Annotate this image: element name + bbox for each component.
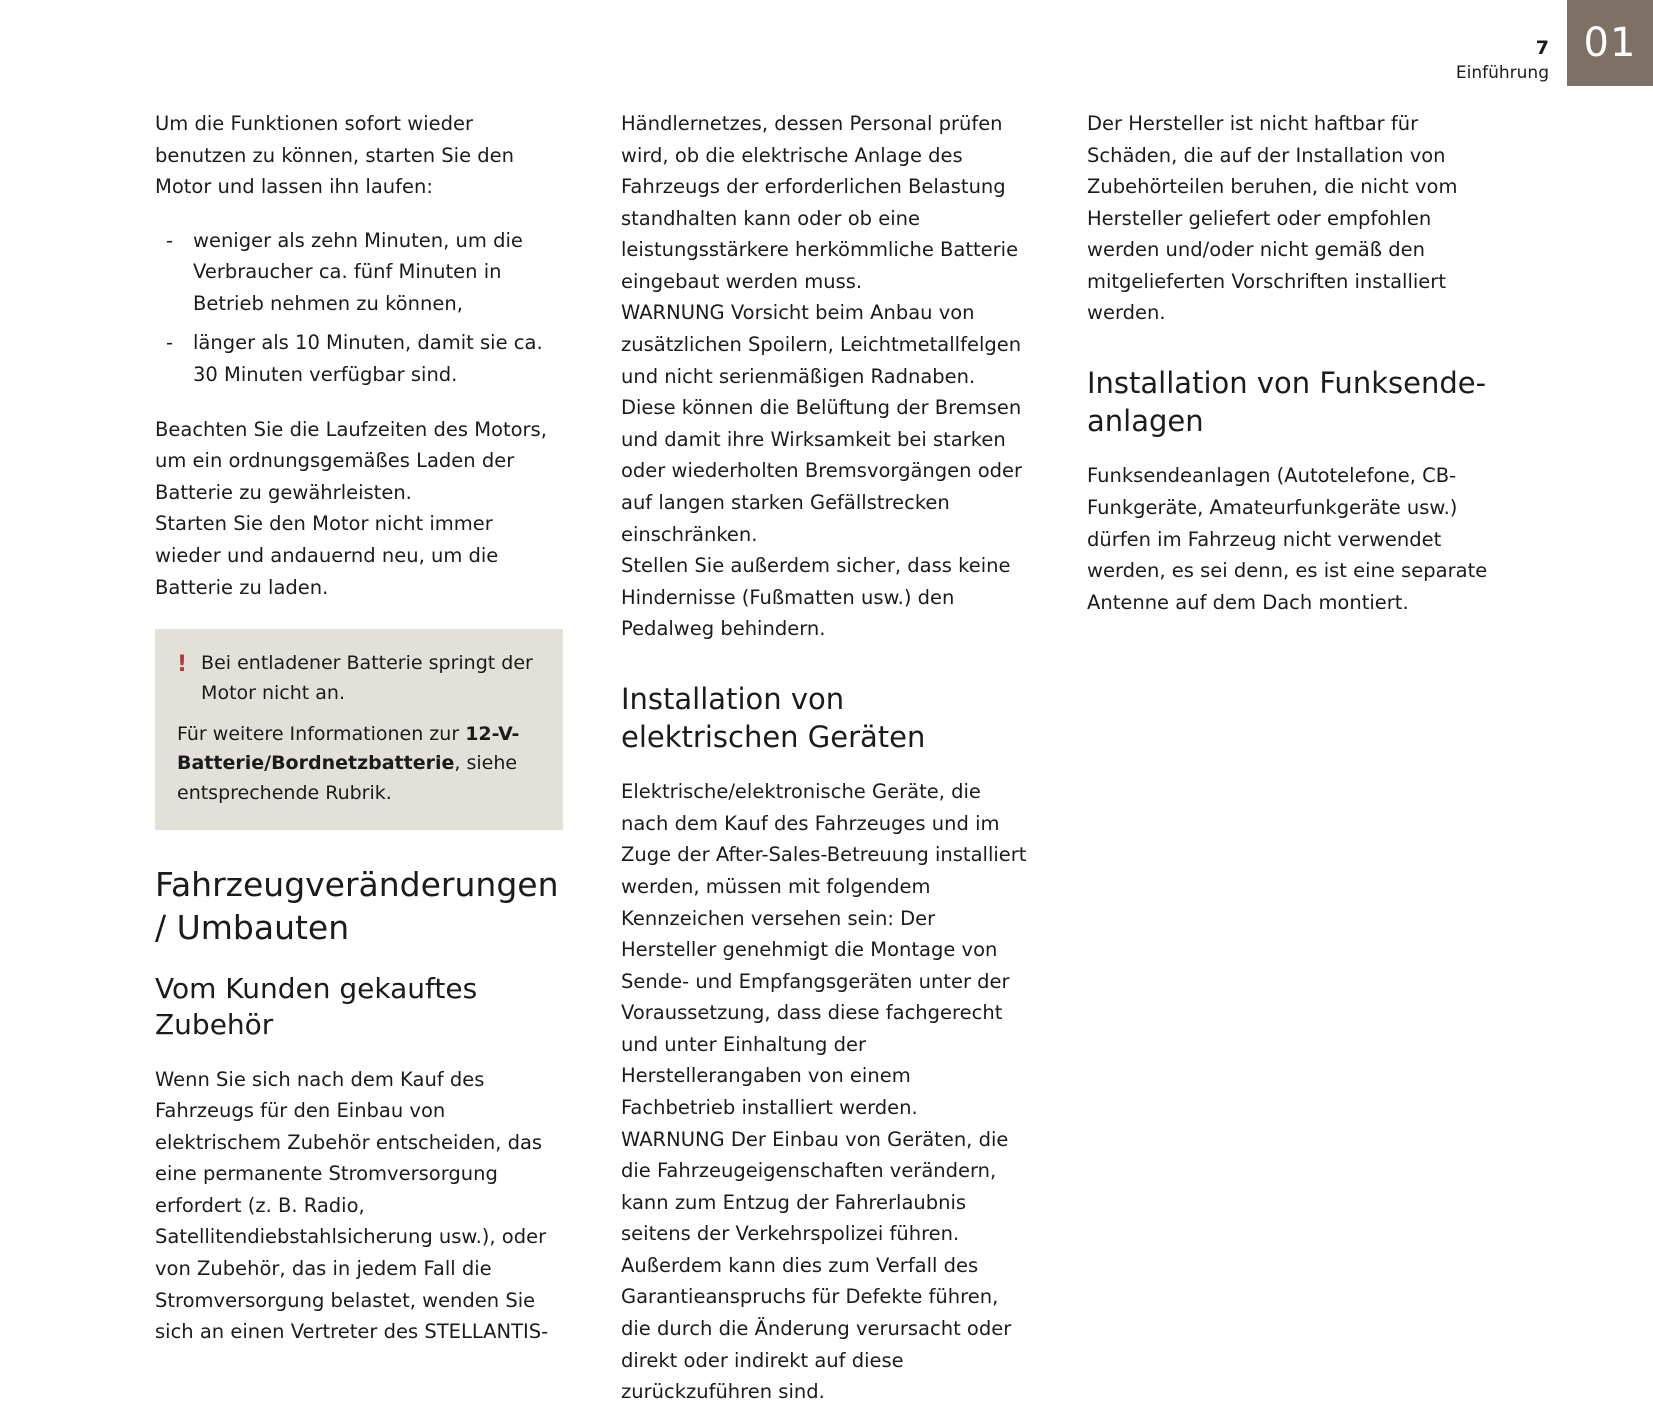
note-reference [177, 720, 541, 808]
heading-electrical-devices: Installation von elektrischen Geräten [621, 681, 926, 754]
paragraph-devices-warranty: Außerdem kann dies zum Verfall des Garantieanspruchs für Defekte führen, die durch die Änderung verursacht oder direkt oder indirekt auf diese zurückzuführen sind. [621, 1253, 1012, 1404]
heading-radio-transmitters: Installation von Funksende-anlagen [1087, 366, 1487, 438]
paragraph-obstacles: Stellen Sie außerdem sicher, dass keine Hindernisse (Fußmatten usw.) den Pedalweg behindern. [621, 554, 1011, 641]
note-reference-bold: 12-V-Batterie/Bordnetzbatterie [177, 722, 520, 775]
bullet-list [155, 225, 563, 391]
paragraph-radio-body: Funksendeanlagen (Autotelefone, CB-Funkgeräte, Amateurfunkgeräte usw.) dürfen im Fahrzeug nicht verwendet werden, es sei denn, es ist eine separate Antenne auf dem Dach montiert. [1087, 464, 1488, 614]
list-item: - weniger als zehn Minuten, um die Verbraucher ca. fünf Minuten in Betrieb nehmen zu können, [155, 225, 563, 320]
paragraph-devices-body1: Elektrische/elektronische Geräte, die nach dem Kauf des Fahrzeuges und im Zuge der After-Sales-Betreuung installiert werden, müssen mit folgendem Kennzeichen versehen sein: Der Hersteller genehmigt die Montage von Sende- und Empfangsgeräten unter der Voraussetzung, dass diese fachgerecht und unter Einhaltung der Herstellerangaben von einem Fachbetrieb installiert werden. [621, 780, 1027, 1119]
note-box [155, 629, 563, 830]
heading-customer-accessories: Vom Kunden gekauftes Zubehör [155, 971, 478, 1042]
paragraph-restart: Starten Sie den Motor nicht immer wieder und andauernd neu, um die Batterie zu laden. [155, 512, 499, 599]
page-number: 7 [1535, 37, 1549, 59]
paragraph-runtimes: Beachten Sie die Laufzeiten des Motors, um ein ordnungsgemäßes Laden der Batterie zu gewährleisten. [155, 417, 547, 504]
list-item: - länger als 10 Minuten, damit sie ca. 30 Minuten verfügbar sind. [155, 327, 563, 390]
chapter-number-tab [1567, 0, 1653, 86]
section-title: Einführung [1455, 62, 1549, 83]
note-row [177, 649, 541, 708]
paragraph-liability: Der Hersteller ist nicht haftbar für Schäden, die auf der Installation von Zubehörteilen beruhen, die nicht vom Hersteller geliefert oder empfohlen werden und/oder nicht gemäß den mitgelieferten Vorschriften installiert werden. [1087, 112, 1458, 325]
page-content [155, 108, 1495, 1408]
note-text: Bei entladener Batterie springt der Motor nicht an. [201, 652, 533, 704]
page-header [1456, 36, 1549, 85]
paragraph-warning-spoilers: WARNUNG Vorsicht beim Anbau von zusätzlichen Spoilern, Leichtmetallfelgen und nicht serienmäßigen Radnaben. Diese können die Belüftung der Bremsen und damit ihre Wirksamkeit bei starken oder wiederholten Bremsvorgängen oder auf langen starken Gefällstrecken einschränken. [621, 301, 1023, 546]
paragraph-devices-warning: WARNUNG Der Einbau von Geräten, die die Fahrzeugeigenschaften verändern, kann zum Entzug der Fahrerlaubnis seitens der Verkehrspolizei führen. [621, 1127, 1009, 1246]
warning-exclamation-icon: ! [177, 652, 188, 678]
column-right [1087, 108, 1495, 1408]
column-left [155, 108, 563, 1408]
paragraph-accessories-body: Wenn Sie sich nach dem Kauf des Fahrzeugs für den Einbau von elektrischem Zubehör entscheiden, das eine permanente Stromversorgung erfordert (z. B. Radio, Satellitendiebstahlsicherung usw.), oder von Zubehör, das in jedem Fall die Stromversorgung belastet, wenden Sie sich an einen Vertreter des STELLANTIS- [155, 1067, 549, 1344]
heading-vehicle-modifications: Fahrzeugveränderungen / Umbauten [155, 865, 559, 947]
note-reference-prefix: Für weitere Informationen zur [177, 722, 466, 745]
paragraph-dealer-network: Händlernetzes, dessen Personal prüfen wird, ob die elektrische Anlage des Fahrzeugs der erforderlichen Belastung standhalten kann oder ob eine leistungsstärkere herkömmliche Batterie eingebaut werden muss. [621, 112, 1019, 293]
chapter-number: 01 [1583, 20, 1637, 66]
column-middle [621, 108, 1029, 1408]
paragraph-intro: Um die Funktionen sofort wieder benutzen zu können, starten Sie den Motor und lassen ihn laufen: [155, 112, 515, 199]
note-reference-suffix: , siehe entsprechende Rubrik. [177, 752, 518, 804]
